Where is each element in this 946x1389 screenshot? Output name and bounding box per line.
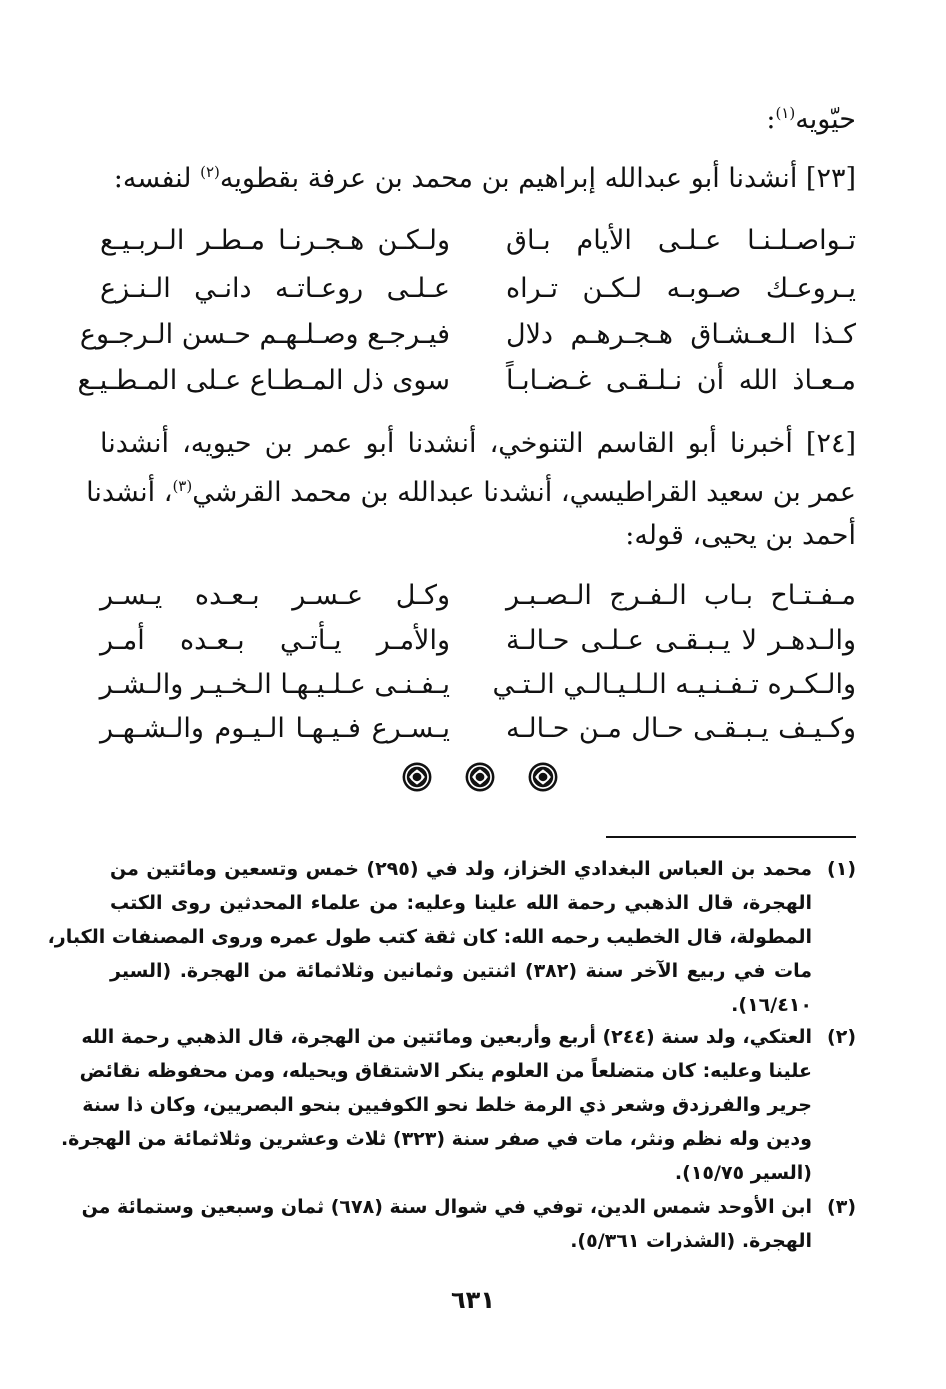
footnote-ref-2: (٢) [200, 163, 220, 181]
hemistich-second: وكـل عـسـر بـعـده يـسـر [100, 580, 450, 611]
footnote-number-2: (٢) [827, 1026, 856, 1048]
hemistich-first: تـواصـلـنـا عـلـى الأيام بـاق [506, 225, 856, 256]
footnote-separator [606, 836, 856, 838]
page-number: ٦٣١ [451, 1286, 495, 1314]
footnote-1-line: ١٦/٤١٠). [731, 994, 812, 1016]
hemistich-second: ولـكـن هـجـرنـا مـطـر الـربـيـع [100, 225, 450, 256]
footnote-1-line: المطولة، قال الخطيب رحمه الله: كان ثقة كتب طول عمره وروى المصنفات الكبار، [47, 926, 812, 948]
footnote-2-line: (السير ١٥/٧٥). [674, 1162, 812, 1184]
footnote-1-line: مات في ربيع الآخر سنة (٣٨٢) اثنتين وثمانين وثلاثمائة من الهجرة. (السير [110, 960, 812, 982]
paragraph-23-end: لنفسه: [113, 163, 192, 194]
footnote-2-line: العتكي، ولد سنة (٢٤٤) أربع وأربعين ومائتين من الهجرة، قال الذهبي رحمة الله [81, 1026, 812, 1048]
footnote-number-3: (٣) [827, 1196, 856, 1218]
paragraph-23 [100, 157, 856, 201]
paragraph-23-text: [٢٣] أنشدنا أبو عبدالله إبراهيم بن محمد بن عرفة بقطويه [219, 163, 856, 194]
footnote-2-line: علينا وعليه: كان متضلعاً من العلوم ينكر الاشتقاق ويحيله، ومن محفوظه نقائض [79, 1060, 812, 1082]
footnote-2-line: جرير والفرزدق وشعر ذي الرمة خلط نحو الكوفيين بنحو البصريين، وكان ذا سنة [82, 1094, 812, 1116]
poem-1-verse [79, 312, 856, 358]
poem-1-verse [77, 358, 856, 404]
hemistich-first: كـذا الـعـشـاق هـجـرهـم دلال [506, 319, 856, 350]
paragraph-24-text-2-end: ، أنشدنا [86, 477, 173, 508]
poem-2-verse [100, 573, 856, 619]
footnote-3-line: ابن الأوحد شمس الدين، توفي في شوال سنة (٦٧٨) ثمان وسبعين وستمائة من [81, 1196, 812, 1218]
paragraph-24-line-1 [100, 422, 856, 466]
rosette-ornament-icon [463, 760, 497, 794]
poem-2-verse [100, 662, 856, 708]
footnote-1-line: محمد بن العباس البغدادي الخزاز، ولد في (٢٩٥) خمس وتسعين ومائتين من [110, 858, 812, 880]
poem-2-verse [100, 618, 856, 664]
rosette-ornament-icon [526, 760, 560, 794]
hemistich-second: والأمـر يـأتـي بـعـده أمـر [100, 625, 450, 656]
hemistich-second: سوى ذل المـطـاع عـلى المـطـيـع [77, 365, 450, 396]
hemistich-first: مـعـاذ الله أن نـلـقـى غـضـابـاً [506, 365, 856, 396]
footnote-3-line: الهجرة. (الشذرات ٥/٣٦١). [570, 1230, 812, 1252]
hemistich-second: يـفـنـى عـلـيـهـا الـخـيـر والـشـر [99, 669, 450, 700]
paragraph-24-line-3 [100, 514, 856, 558]
intro-text: حيّويه [795, 104, 856, 135]
footnote-number-1: (١) [827, 858, 856, 880]
hemistich-first: والـدهـر لا يـبـقـى عـلـى حـالـة [506, 625, 856, 656]
footnote-2-line: ودين وله نظم ونثر، مات في صفر سنة (٣٢٣) ثلاث وعشرين وثلاثمائة من الهجرة. [60, 1128, 812, 1150]
hemistich-second: يـسـرع فـيـهـا الـيـوم والـشـهـر [100, 713, 450, 744]
poem-2-verse [100, 706, 856, 752]
rosette-ornament-icon [400, 760, 434, 794]
poem-1-verse [100, 218, 856, 264]
intro-line [100, 98, 856, 142]
paragraph-24-text-3: أحمد بن يحيى، قوله: [625, 520, 856, 551]
footnote-1-line: الهجرة، قال الذهبي رحمة الله علينا وعليه: من علماء المحدثين روى الكتب [110, 892, 812, 914]
hemistich-first: والـكـره تـفـنـيـه الـلـيـالـي الـتـي [492, 669, 856, 700]
hemistich-second: عـلـى روعـاتـه دانـي الـنـزع [100, 273, 450, 304]
hemistich-first: وكـيـف يـبـقـى حـال مـن حـالـه [506, 713, 856, 744]
paragraph-24-text-1: [٢٤] أخبرنا أبو القاسم التنوخي، أنشدنا أبو عمر بن حيويه، أنشدنا [100, 428, 856, 459]
intro-colon: : [766, 104, 776, 135]
footnote-ref-1: (١) [775, 104, 796, 122]
hemistich-first: يـروعـك صـوبـه لـكـن تـراه [506, 273, 856, 304]
paragraph-24-line-2 [86, 471, 856, 515]
footnote-ref-3: (٣) [172, 477, 193, 495]
hemistich-first: مـفـتـاح بـاب الـفـرج الـصـبـر [506, 580, 856, 611]
paragraph-24-text-2: عمر بن سعيد القراطيسي، أنشدنا عبدالله بن محمد القرشي [192, 477, 856, 508]
hemistich-second: فيـرجـع وصـلـهـم حـسن الـرجـوع [79, 319, 450, 350]
poem-1-verse [100, 266, 856, 312]
section-ornaments [400, 760, 560, 800]
